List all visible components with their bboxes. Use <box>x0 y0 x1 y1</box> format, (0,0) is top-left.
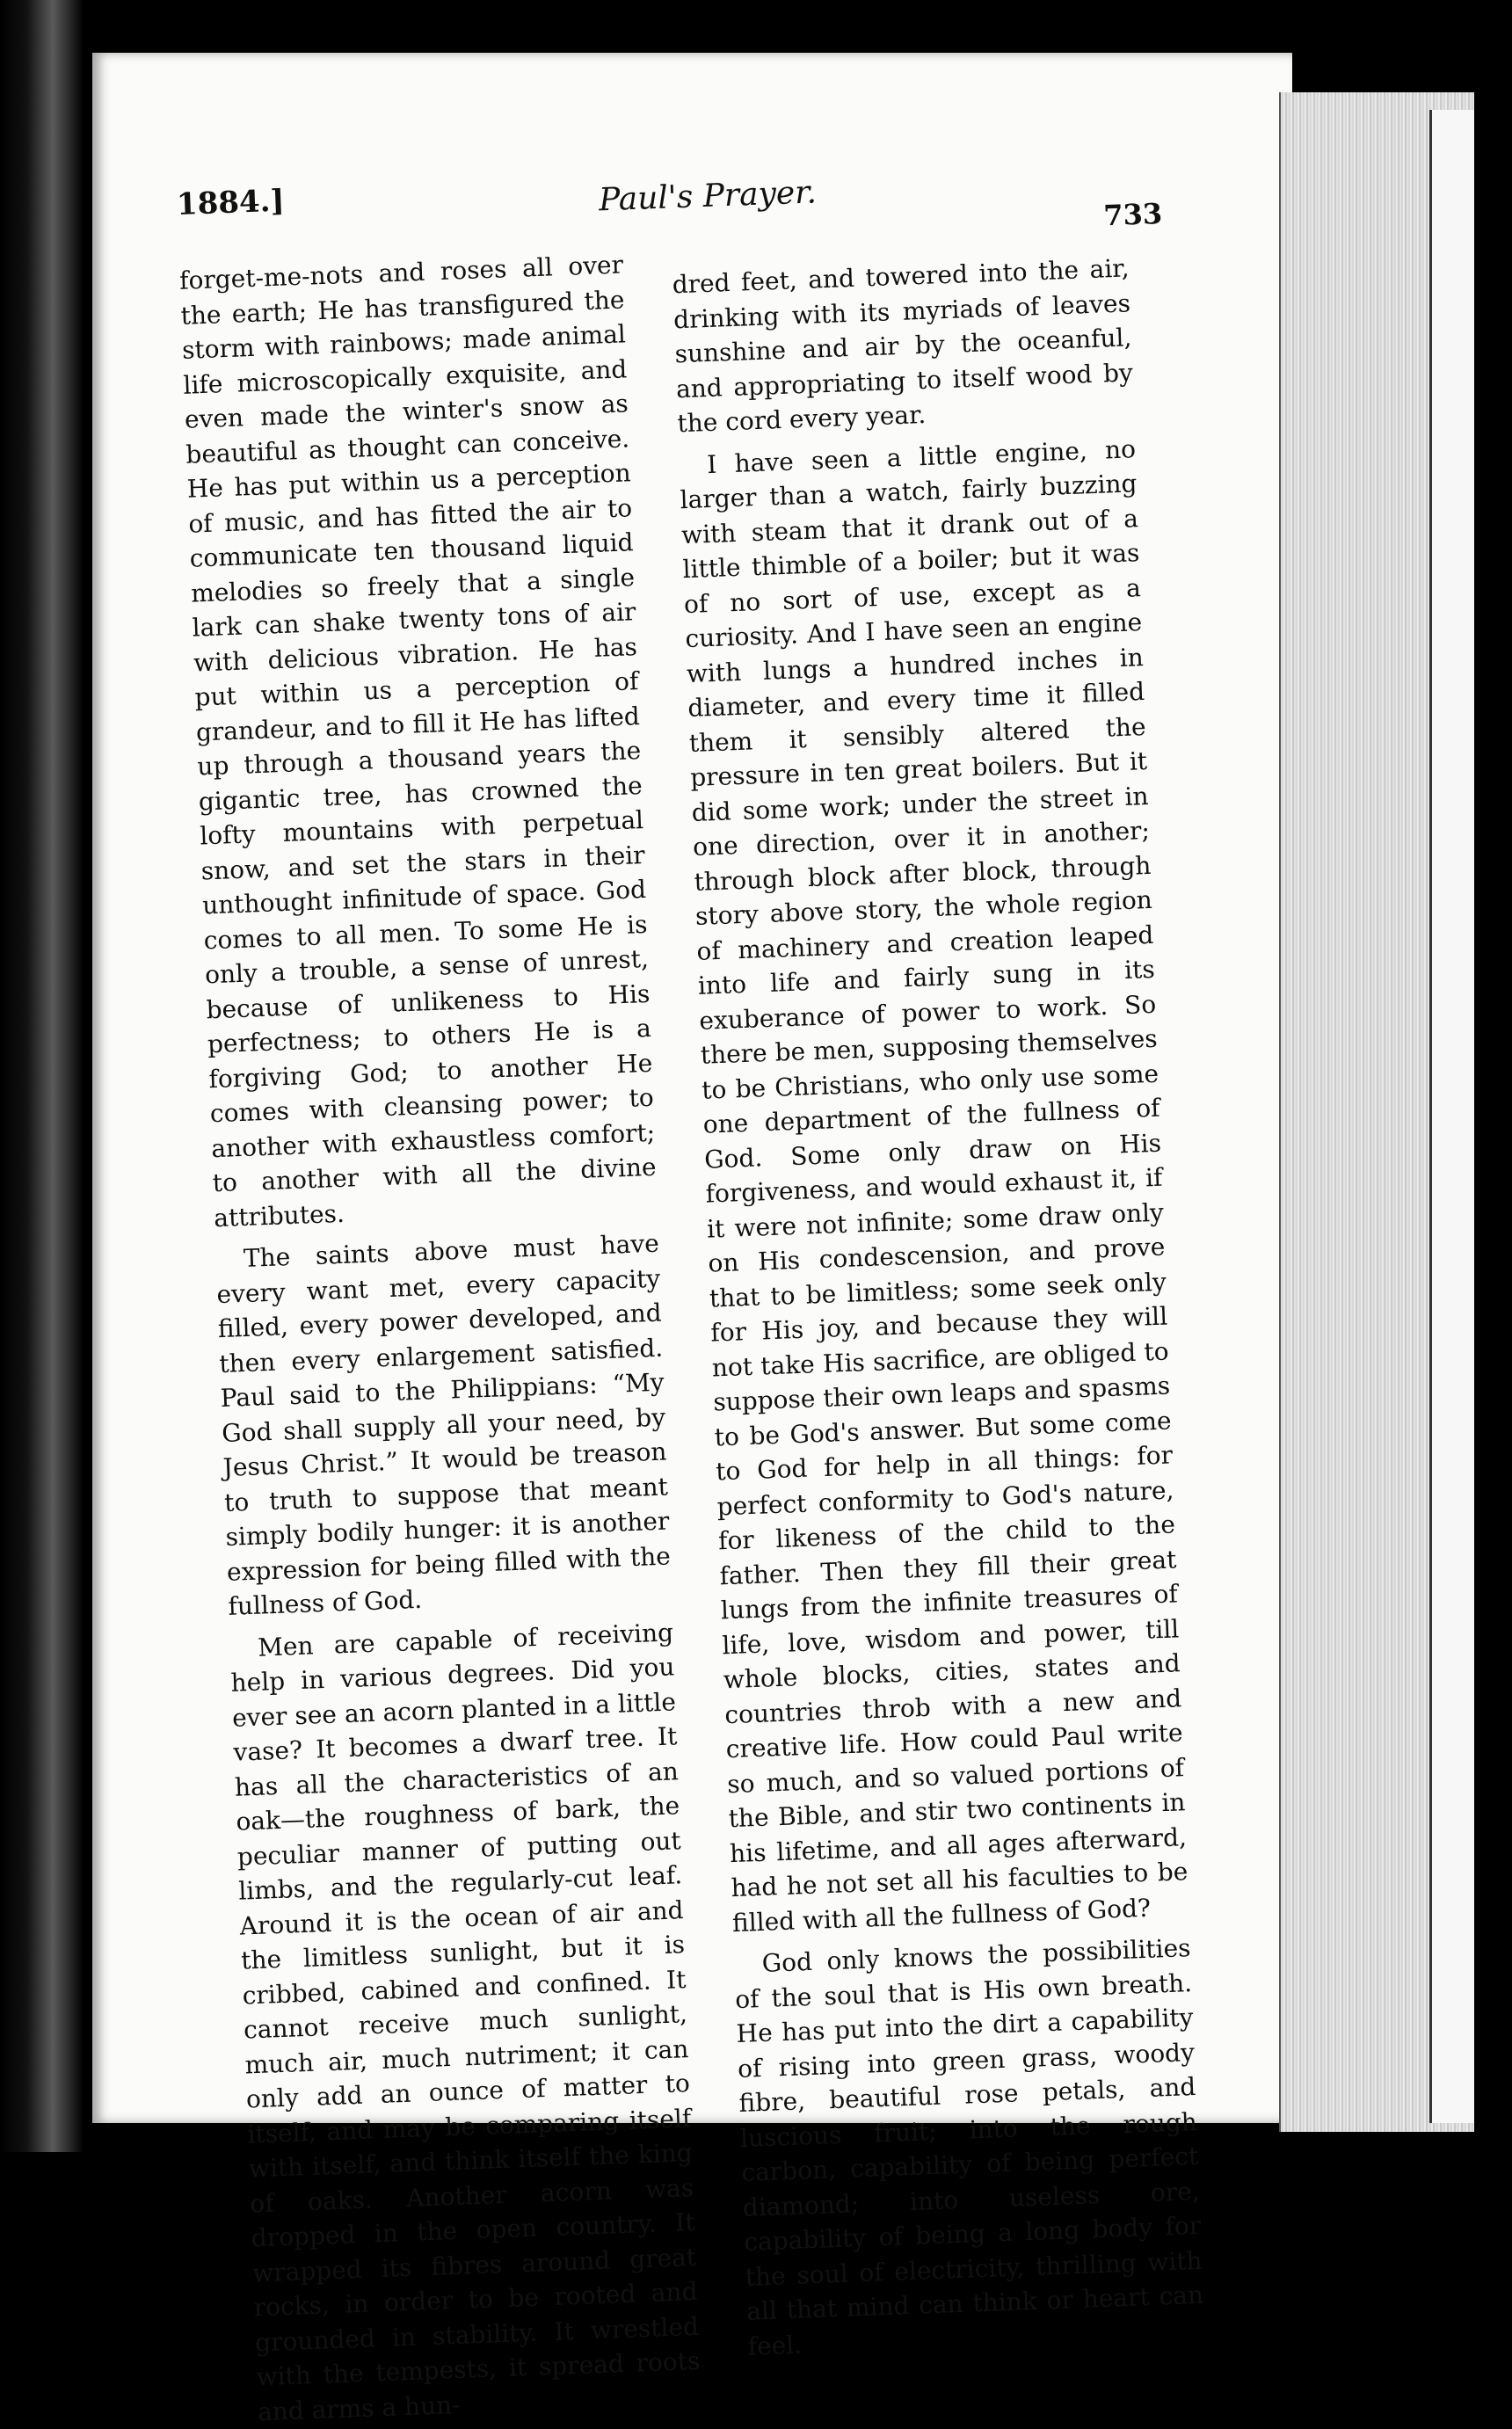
paragraph: forget-me-nots and roses all over the earth; He has transfigured the storm with rainbows; made animal life microscopically exquisite, and even made the winter's snow as beautiful as thought can conceive. He has put within us a perception of music, and has fitted the air to communicate ten thousand liquid melodies so freely that a single lark can shake twenty tons of air with delicious vibration. He has put within us a perception of grandeur, and to fill it He has lifted up through a thousand years the gigantic tree, has crowned the lofty mountains with perpetual snow, and set the stars in their unthought infinitude of space. God comes to all men. To some He is only a trouble, a sense of unrest, because of unlikeness to His perfectness; to others He is a forgiving God; to another He comes with cleansing power; to another with exhaustless comfort; to another with all the divine attributes. <box>178 250 658 1233</box>
facing-page-edge <box>0 0 84 2152</box>
right-column <box>672 251 1205 2363</box>
running-title: Paul's Prayer. <box>598 174 818 219</box>
left-column <box>178 247 701 2429</box>
header-year: 1884.] <box>176 183 286 222</box>
paragraph: Men are capable of receiving help in various degrees. Did you ever see an acorn planted in a little vase? It becomes a dwarf tree. It has all the characteristics of an oak—the roughness of bark, the peculiar manner of putting out limbs, and the regularly-cut leaf. Around it is the ocean of air and the limitless sunlight, but it is cribbed, cabined and confined. It cannot receive much sunlight, much air, much nutriment; it can only add an ounce of matter to itself, and may be comparing itself with itself, and think itself the king of oaks. Another acorn was dropped in the open country. It wrapped its fibres around great rocks, in order to be rooted and grounded in stability. It wrestled with the tempests, it spread roots and arms a hun- <box>230 1617 701 2426</box>
page-block-edge <box>1279 92 1474 2132</box>
page-number: 733 <box>1102 196 1163 233</box>
page-content <box>176 144 1228 2426</box>
paragraph: dred feet, and towered into the air, drinking with its myriads of leaves sunshine and air by the oceanful, and appropriating to itself wood by the cord every year. <box>672 253 1134 439</box>
paragraph: The saints above must have every want met, every capacity filled, every power developed, and then every enlargement satisfied. Paul said to the Philippians: “My God shall supply all your need, by Jesus Christ.” It would be treason to truth to suppose that meant simply bodily hunger: it is another expression for being filled with the fullness of God. <box>215 1228 672 1621</box>
paragraph: God only knows the possibilities of the soul that is His own breath. He has put into the dirt a capability of rising into green grass, woody fibre, beautiful rose petals, and luscious fruit; into the rough carbon, capability of being perfect diamond; into useless ore, capability of being a long body for the soul of electricity, thrilling with all that mind can think or heart can feel. <box>734 1933 1204 2361</box>
paragraph: I have seen a little engine, no larger than a watch, fairly buzzing with steam that it drank out of a little thimble of a boiler; but it was of no sort of use, except as a curiosity. And I have seen an engine with lungs a hundred inches in diameter, and every time it filled them it sensibly altered the pressure in ten great boilers. But it did some work; under the street in one direction, over it in another; through block after block, through story above story, the whole region of machinery and creation leaped into life and fairly sung in its exuberance of power to work. So there be men, supposing themselves to be Christians, who only use some one department of the fullness of God. Some only draw on His forgiveness, and would exhaust it, if it were not infinite; some draw only on His condescension, and prove that to be limitless; some seek only for His joy, and because they will not take His sacrifice, are obliged to suppose their own leaps and spasms to be God's answer. But some come to God for help in all things: for perfect conformity to God's nature, for likeness of the child to the father. Then they fill their great lungs from the infinite treasures of life, love, wisdom and power, till whole blocks, cities, states and countries throb with a new and creative life. How could Paul write so much, and so valued portions of the Bible, and stir two continents in his lifetime, and all ages afterward, had he not set all his faculties to be filled with all the fullness of God? <box>680 433 1189 1938</box>
